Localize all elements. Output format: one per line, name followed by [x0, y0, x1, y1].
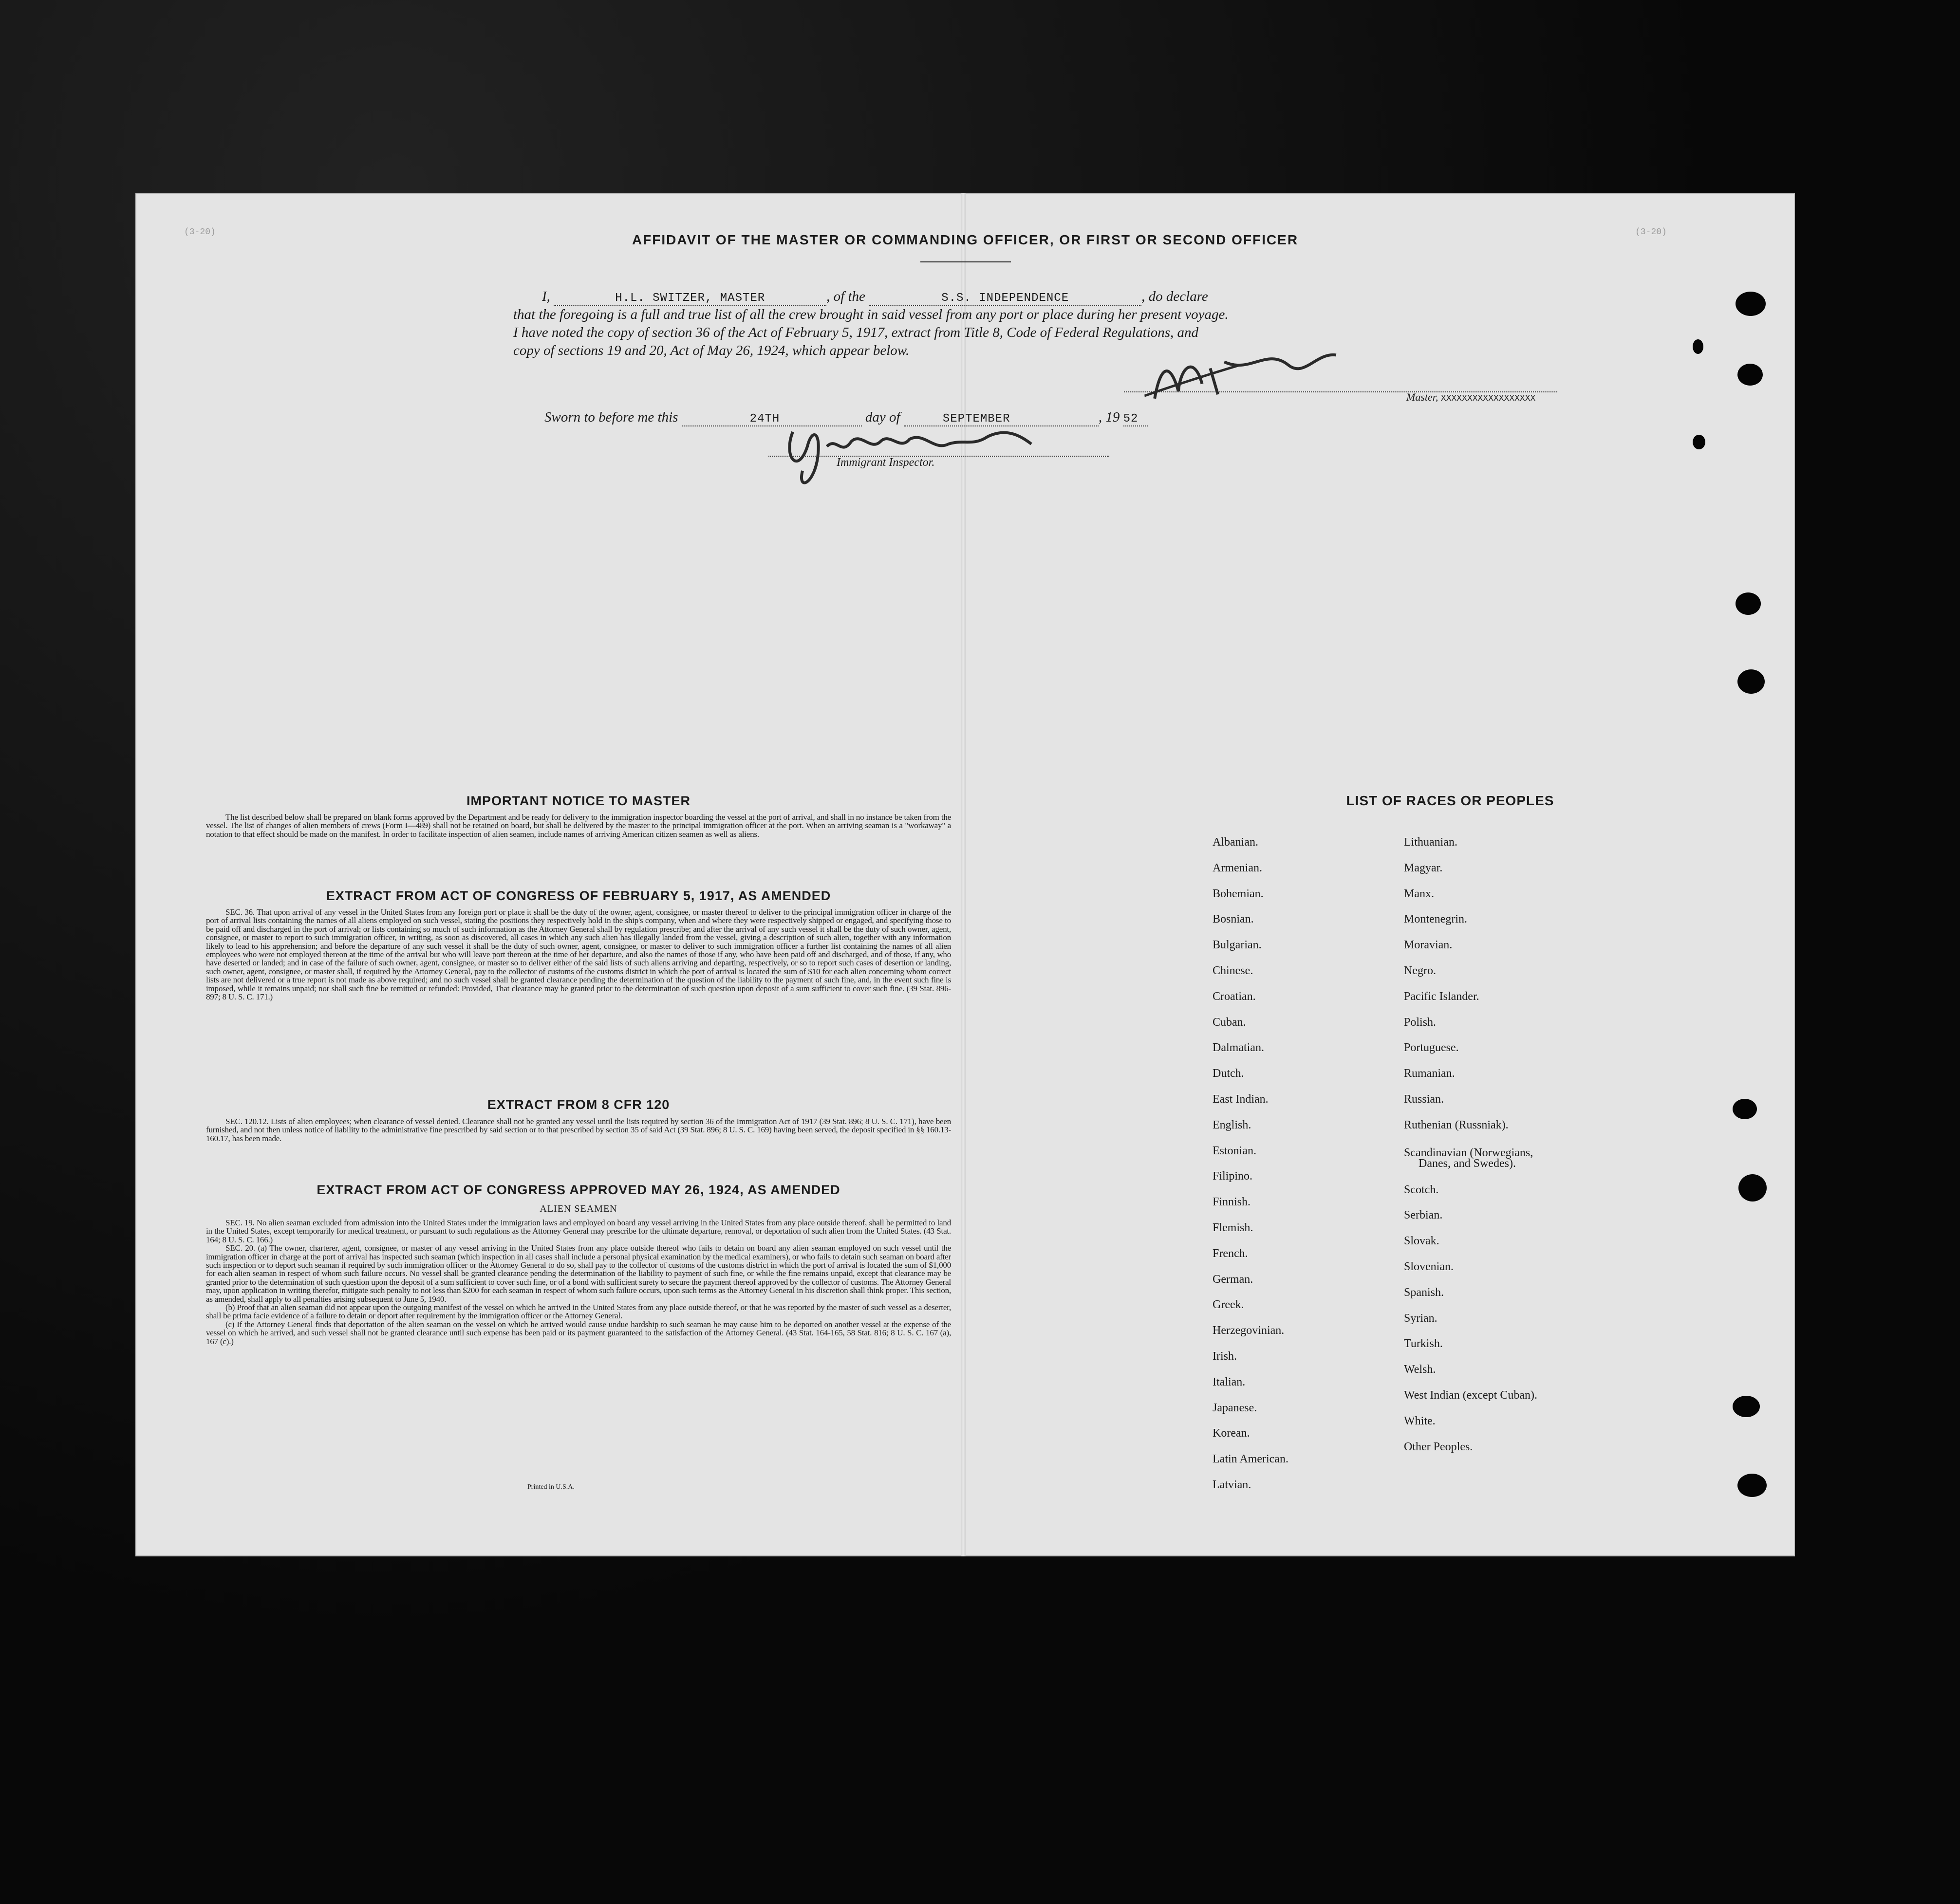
of-the-label: , of the — [826, 289, 865, 304]
races-title: LIST OF RACES OR PEOPLES — [1346, 793, 1554, 808]
page-fold — [961, 193, 966, 1556]
race-item: Other Peoples. — [1404, 1440, 1473, 1453]
race-item-line: Scandinavian (Norwegians, — [1404, 1146, 1533, 1159]
signature-scribble — [1140, 334, 1350, 414]
extract-1924-body — [206, 1219, 951, 1346]
title-rule — [920, 261, 1011, 262]
affidavit-line-2: that the foregoing is a full and true list of all the crew brought in said vessel from any port or place during her present voyage. — [513, 307, 1229, 322]
punch-hole — [1737, 669, 1765, 694]
race-item: Portuguese. — [1404, 1041, 1459, 1054]
alien-seamen-subtitle: ALIEN SEAMEN — [540, 1203, 617, 1214]
year-prefix: , 19 — [1098, 409, 1120, 425]
race-item-multiline — [1404, 1145, 1537, 1183]
master-name-value: H.L. SWITZER, MASTER — [615, 292, 765, 305]
race-item: Italian. — [1213, 1375, 1246, 1388]
affidavit-line-4: copy of sections 19 and 20, Act of May 26, 1924, which appear below. — [513, 343, 910, 358]
master-name-field — [554, 289, 826, 306]
punch-hole — [1733, 1396, 1760, 1417]
race-item: Manx. — [1404, 887, 1434, 900]
race-item: Albanian. — [1213, 836, 1258, 849]
extract-cfr-body — [206, 1117, 951, 1143]
race-item: Lithuanian. — [1404, 836, 1457, 849]
race-item: Rumanian. — [1404, 1067, 1455, 1080]
races-left-column — [1213, 836, 1288, 1504]
notice-title: IMPORTANT NOTICE TO MASTER — [467, 794, 691, 808]
race-item: Bulgarian. — [1213, 939, 1262, 952]
bleed-through-mark: (3-20) — [184, 227, 216, 237]
race-item: German. — [1213, 1273, 1253, 1286]
race-item-line: Danes, and Swedes). — [1419, 1157, 1516, 1170]
section-20a-paragraph: SEC. 20. (a) The owner, charterer, agent, consignee, or master of any vessel arriving in the United States from any place outside thereof who fails to detain on board any alien seaman employed on such vessel until the immigration officer in charge at the port of arrival has inspected such seaman (which inspection in all cases shall include a personal physical examination by the medical examiners), or who fails to detain such seaman on board after such inspection or to deport such seaman if required by such immigration officer or the Attorney General to do so, shall pay to the collector of customs of the customs district in which the port of arrival is located the sum of $1,000 for each alien seaman in respect of whom such failure occurs. No vessel shall be granted clearance pending the determination of the liability to payment of such fine, or while the fine remains unpaid, except that clearance may be granted prior to the determination of such question upon the deposit of a sum sufficient to cover such fine, or of a bond with sufficient surety to secure the payment thereof approved by the collector of customs. The Attorney General may, upon application in writing therefor, mitigate such penalty to not less than $200 for each seaman in respect of whom such failure occurs, upon such terms as the Attorney General in his discretion shall think proper. This section, as amended, shall apply to all penalties arising subsequent to June 5, 1940. — [206, 1243, 951, 1304]
race-item: East Indian. — [1213, 1092, 1269, 1106]
race-item: Montenegrin. — [1404, 913, 1467, 926]
race-item: Finnish. — [1213, 1196, 1251, 1209]
race-item: West Indian (except Cuban). — [1404, 1388, 1537, 1402]
race-item: Syrian. — [1404, 1312, 1437, 1325]
inspector-caption: Immigrant Inspector. — [837, 456, 935, 469]
punch-hole — [1738, 1174, 1767, 1202]
notice-paragraph: The list described below shall be prepared on blank forms approved by the Department and be ready for delivery to the immigration inspector boarding the vessel at the port of arrival, and shall in no instance be taken from the vessel. The list of changes of alien members of crews (Form I—489) shall not be retained on board, but shall be delivered by the master to the principal immigration officer at the port. When an arriving seaman is a "workaway" a notation to that effect should be made on the manifest. In order to facilitate inspection of alien seamen, include names of arriving American citizen seamen as well as aliens. — [206, 813, 951, 839]
race-item: Magyar. — [1404, 861, 1443, 874]
year-value: 52 — [1123, 412, 1139, 425]
master-signature-caption — [1406, 391, 1535, 404]
race-item: Chinese. — [1213, 964, 1253, 977]
races-right-column — [1404, 836, 1537, 1466]
document-page — [135, 193, 1795, 1556]
master-caption: Master, — [1406, 391, 1438, 403]
punch-hole — [1693, 435, 1705, 449]
race-item: Korean. — [1213, 1427, 1250, 1440]
race-item: Spanish. — [1404, 1286, 1444, 1299]
race-item: Moravian. — [1404, 939, 1453, 952]
vessel-name-value: S.S. INDEPENDENCE — [941, 292, 1069, 305]
notice-body — [206, 813, 951, 838]
race-item: Estonian. — [1213, 1144, 1256, 1157]
race-item: Bosnian. — [1213, 913, 1254, 926]
section-20b-paragraph: (b) Proof that an alien seaman did not appear upon the outgoing manifest of the vessel on which he arrived in the United States from any place outside thereof, or that he was reported by the master of such vessel as a deserter, shall be prima facie evidence of a failure to detain or deport after requirement by the immigration officer or the Attorney General. — [206, 1303, 951, 1321]
race-item: English. — [1213, 1118, 1251, 1131]
race-item: Herzegovinian. — [1213, 1324, 1285, 1337]
race-item: Russian. — [1404, 1092, 1444, 1106]
race-item: Bohemian. — [1213, 887, 1264, 900]
master-signature — [1140, 334, 1351, 423]
extract-1917-body — [206, 908, 951, 1001]
printed-in-usa: Printed in U.S.A. — [527, 1483, 575, 1491]
affidavit-line-1 — [542, 289, 1208, 306]
vessel-name-field — [869, 289, 1141, 306]
race-item: Slovenian. — [1404, 1260, 1454, 1273]
race-item: Dutch. — [1213, 1067, 1244, 1080]
punch-hole — [1693, 339, 1703, 354]
inspector-signature-line — [768, 455, 1109, 457]
race-item: Greek. — [1213, 1298, 1244, 1312]
race-item: Turkish. — [1404, 1337, 1443, 1350]
race-item: Polish. — [1404, 1016, 1437, 1029]
race-item: Latin American. — [1213, 1453, 1288, 1466]
punch-hole — [1736, 292, 1766, 316]
race-item: Slovak. — [1404, 1235, 1439, 1248]
year-field — [1123, 409, 1148, 426]
section-120-paragraph: SEC. 120.12. Lists of alien employees; when clearance of vessel denied. Clearance shall not be granted any vessel until the lists required by section 36 of the Immigration Act of 1917 (39 Stat. 896; 8 U. S. C. 171), have been furnished, and not then unless notice of liability to the administrative fine prescribed by said section or to that prescribed by section 35 of said Act (39 Stat. 896; 8 U. S. C. 169) having been served, the deposit specified in §§ 160.13-160.17, has been made. — [206, 1117, 951, 1143]
race-item: French. — [1213, 1247, 1248, 1260]
race-item: Welsh. — [1404, 1363, 1436, 1376]
extract-cfr-title: EXTRACT FROM 8 CFR 120 — [487, 1097, 670, 1112]
race-item: Flemish. — [1213, 1221, 1253, 1234]
race-item: Cuban. — [1213, 1016, 1246, 1029]
race-item: Negro. — [1404, 964, 1436, 977]
punch-hole — [1736, 592, 1761, 615]
race-item: Irish. — [1213, 1349, 1237, 1363]
sworn-day-value: 24TH — [749, 412, 780, 425]
race-item: White. — [1404, 1414, 1436, 1427]
extract-1924-title: EXTRACT FROM ACT OF CONGRESS APPROVED MAY 26, 1924, AS AMENDED — [317, 1183, 840, 1197]
punch-hole — [1737, 364, 1763, 386]
punch-hole — [1737, 1474, 1767, 1497]
race-item: Pacific Islander. — [1404, 990, 1479, 1003]
sworn-month-value: SEPTEMBER — [942, 412, 1010, 425]
section-20c-paragraph: (c) If the Attorney General finds that deportation of the alien seaman on the vessel on which he arrived would cause undue hardship to such seaman he may cause him to be deported on another vessel at the expense of the vessel on which he arrived, and such vessel shall not be granted clearance until such expense has been paid or its payment guaranteed to the satisfaction of the Attorney General. (43 Stat. 164-165, 58 Stat. 816; 8 U. S. C. 167 (a), 167 (c).) — [206, 1319, 951, 1346]
race-item: Filipino. — [1213, 1170, 1253, 1183]
affidavit-title: AFFIDAVIT OF THE MASTER OR COMMANDING OFFICER, OR FIRST OR SECOND OFFICER — [632, 232, 1299, 247]
i-label: I, — [542, 289, 550, 304]
section-19-paragraph: SEC. 19. No alien seaman excluded from admission into the United States under the immigration laws and employed on board any vessel arriving in the United States from any place outside thereof, shall be permitted to land in the United States, except temporarily for medical treatment, or pursuant to such regulations as the Attorney General may prescribe for the ultimate departure, removal, or deportation of such alien from the United States. (43 Stat. 164; 8 U. S. C. 166.) — [206, 1218, 951, 1244]
race-item: Armenian. — [1213, 861, 1262, 874]
section-36-paragraph: SEC. 36. That upon arrival of any vessel in the United States from any foreign port or place it shall be the duty of the owner, agent, consignee, or master thereof to deliver to the principal immigration officer in charge of the port of arrival lists containing the names of all aliens employed on such vessel, stating the positions they respectively hold in the ship's company, when and where they were respectively shipped or engaged, and specifying those to be paid off and discharged in the port of arrival; or lists containing so much of such information as the Attorney General shall by regulation prescribe; and after the arrival of any such vessel it shall be the duty of such owner, agent, consignee, or master to report to such immigration officer, in writing, as soon as discovered, all cases in which any such alien has illegally landed from the vessel, giving a description of such alien, together with any information likely to lead to his apprehension; and before the departure of any such vessel it shall be the duty of such owner, agent, consignee, or master to deliver to such immigration officer a further list containing the names of all alien employees who were not employed thereon at the time of the arrival but who will leave port thereon at the time of her departure, and also the names of those if any, who have been paid off and discharged, and of those, if any, who have deserted or landed; and in case of the failure of such owner, agent, consignee, or master so to deliver either of the said lists of such aliens arriving and departing, respectively, or so to report such cases of desertion or landing, such owner, agent, consignee, or master shall, if required by the Attorney General, pay to the collector of customs of the customs district in which the port of arrival is located the sum of $10 for each alien concerning whom correct lists are not delivered or a true report is not made as above required; and no such vessel shall be granted clearance pending the determination of the question of the liability to the payment of such fine, and, in the event such fine is imposed, while it remains unpaid; nor shall such fine be remitted or refunded: Provided, That clearance may be granted prior to the determination of such question upon deposit of a sum sufficient to cover such fine. (39 Stat. 896-897; 8 U. S. C. 171.) — [206, 907, 951, 1002]
struck-title: XXXXXXXXXXXXXXXXXX — [1440, 394, 1536, 404]
do-declare-label: , do declare — [1141, 289, 1208, 304]
race-item: Serbian. — [1404, 1209, 1443, 1222]
affidavit-line-3: I have noted the copy of section 36 of the Act of February 5, 1917, extract from Title 8, Code of Federal Regulations, and — [513, 325, 1199, 340]
race-item: Dalmatian. — [1213, 1041, 1264, 1054]
extract-1917-title: EXTRACT FROM ACT OF CONGRESS OF FEBRUARY 5, 1917, AS AMENDED — [326, 888, 831, 903]
race-item: Japanese. — [1213, 1401, 1257, 1414]
punch-hole — [1733, 1099, 1757, 1119]
race-item: Scotch. — [1404, 1183, 1439, 1196]
race-item: Latvian. — [1213, 1478, 1251, 1491]
bleed-through-mark: (3-20) — [1635, 227, 1667, 237]
day-of-label: day of — [865, 409, 900, 425]
race-item: Ruthenian (Russniak). — [1404, 1118, 1509, 1131]
race-item: Croatian. — [1213, 990, 1256, 1003]
sworn-label: Sworn to before me this — [544, 409, 678, 425]
